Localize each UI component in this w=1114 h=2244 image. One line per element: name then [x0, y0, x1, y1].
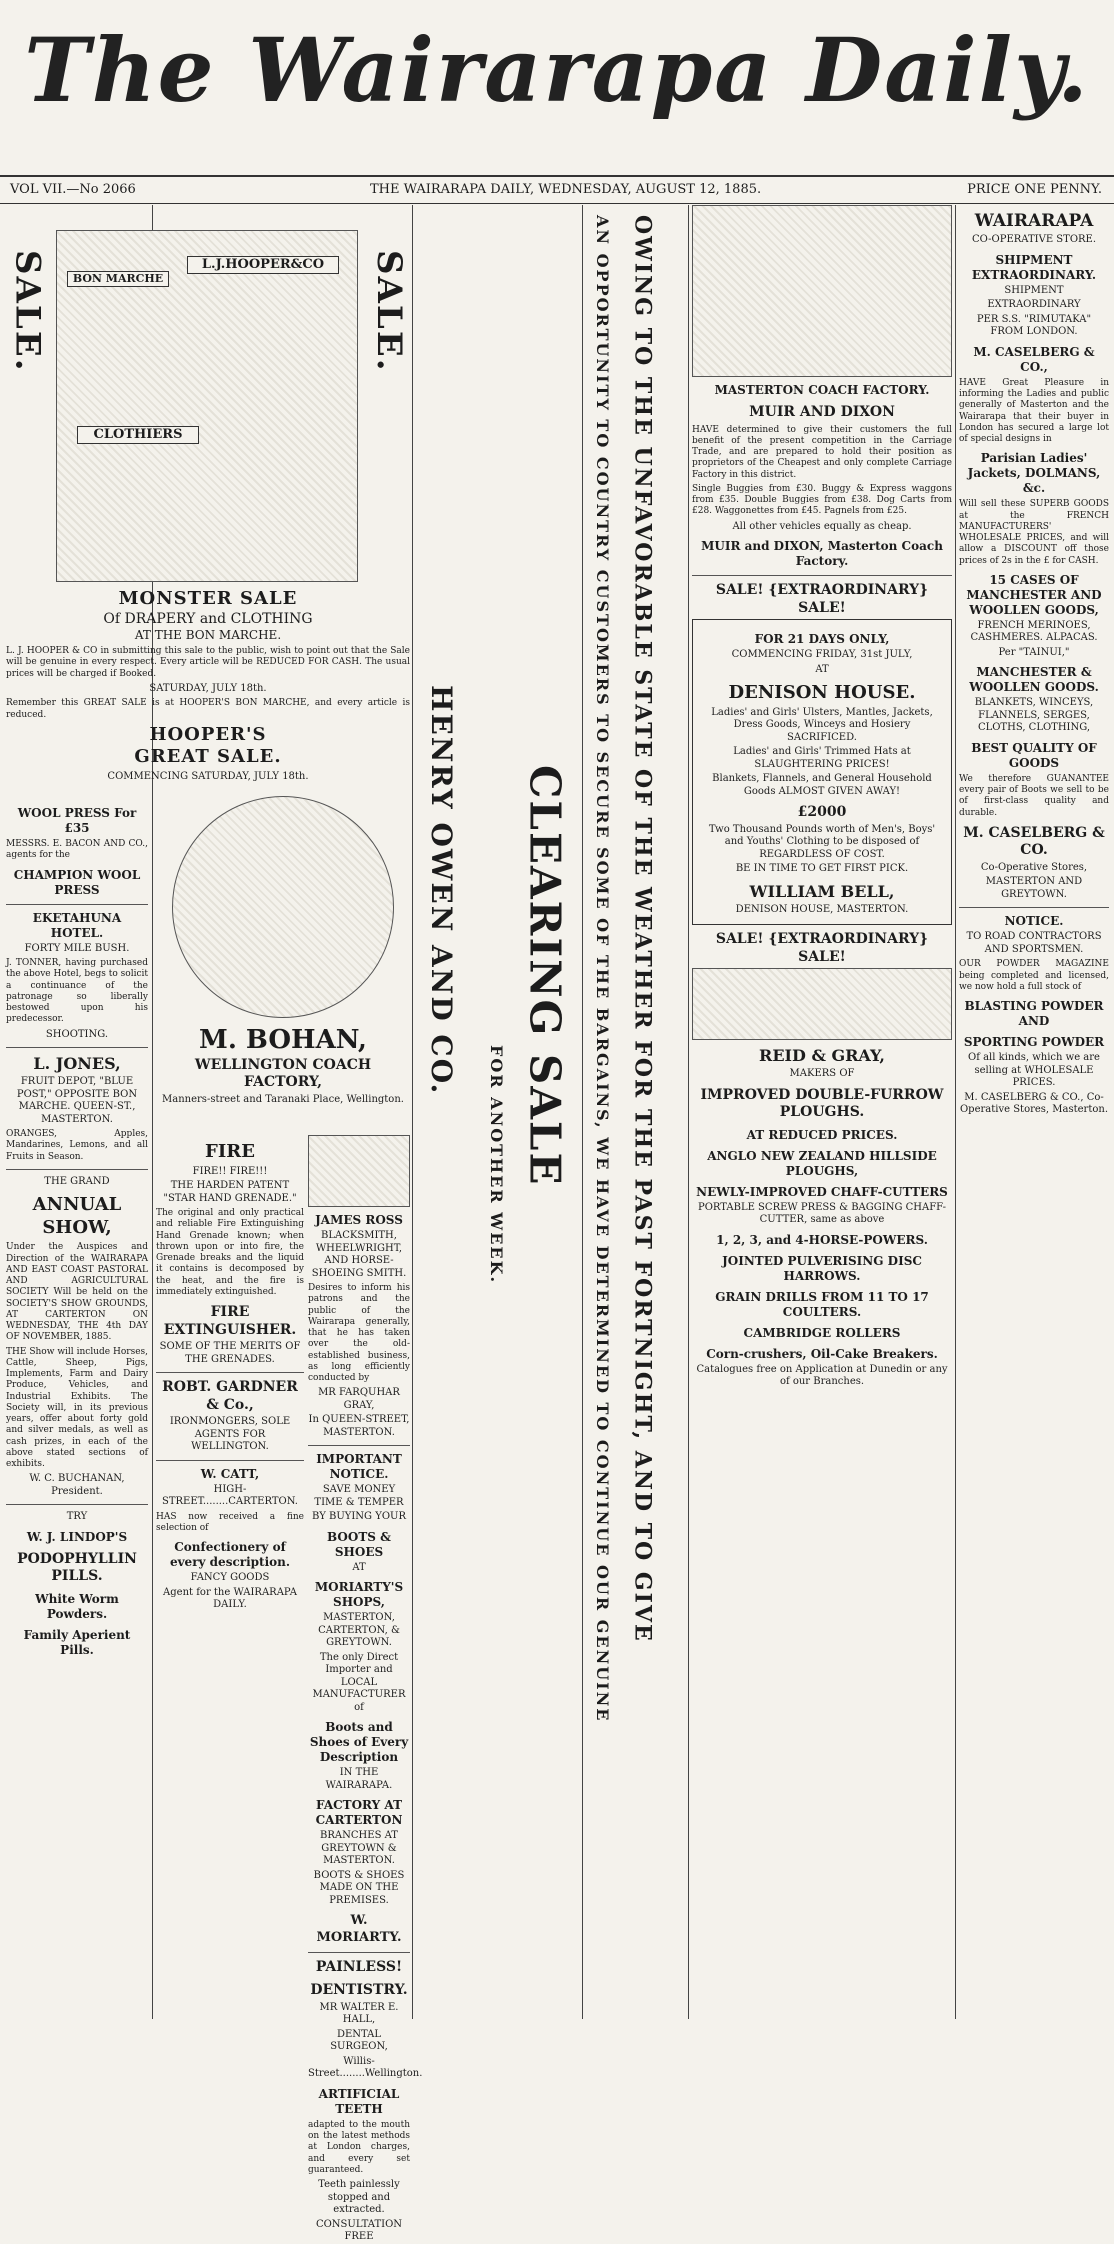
oranges-text: ORANGES, Apples, Mandarines, Lemons, and all Fruits in Season.: [6, 1129, 148, 1162]
ross-text: Desires to inform his patrons and the public of the Wairarapa generally, that he has taken over the old-established business, as long efficiently conducted by: [308, 1283, 410, 1383]
caselberg-text: HAVE Great Pleasure in informing the Ladies and public generally of Masterton and the Wairarapa that their buyer in London has secured a large lot of special designs in: [959, 377, 1109, 444]
chaff-cutters: NEWLY-IMPROVED CHAFF-CUTTERS: [696, 1184, 948, 1199]
cases-manchester: 15 CASES OF MANCHESTER AND WOOLLEN GOODS,: [966, 572, 1102, 617]
extraordinary-sale-banner-2: SALE! {EXTRAORDINARY} SALE!: [715, 931, 929, 965]
towns: MASTERTON, CARTERTON, & GREYTOWN.: [318, 1612, 400, 1649]
bohan-heading: M. BOHAN,: [199, 1025, 367, 1055]
powder-magazine: OUR POWDER MAGAZINE being completed and licensed, we now hold a full stock of: [959, 959, 1109, 992]
merits-heading: SOME OF THE MERITS OF THE GRENADES.: [159, 1341, 301, 1365]
artificial-teeth: ARTIFICIAL TEETH: [318, 2086, 400, 2116]
guarantee-text: We therefore GUANANTEE every pair of Boots we sell to be of first-class quality and durable.: [959, 773, 1109, 818]
wellington-heading: WELLINGTON COACH FACTORY,: [194, 1056, 372, 1090]
reduced-prices: AT REDUCED PRICES.: [746, 1127, 898, 1142]
portable-press: PORTABLE SCREW PRESS & BAGGING CHAFF-CUTTER, same as above: [697, 1201, 947, 1225]
ladies-ulsters: Ladies' and Girls' Ulsters, Mantles, Jackets, Dress Goods, Winceys and Hosiery SACRIFICED.: [711, 706, 933, 743]
double-furrow-heading: IMPROVED DOUBLE-FURROW PLOUGHS.: [700, 1086, 944, 1120]
plough-illustration: [692, 968, 952, 1040]
factory-carterton: FACTORY AT CARTERTON: [315, 1798, 403, 1828]
best-quality: BEST QUALITY OF GOODS: [971, 740, 1097, 770]
wairarapa-heading: WAIRARAPA: [974, 211, 1094, 231]
importer: The only Direct Importer and LOCAL MANUFACTURER of: [312, 1651, 406, 1713]
french-merinoes: FRENCH MERINOES, CASHMERES. ALPACAS.: [970, 619, 1098, 644]
catt-text: HAS now received a fine selection of: [156, 1511, 304, 1533]
bacon-text: MESSRS. E. BACON AND CO., agents for the: [6, 839, 148, 861]
extraordinary-sale-banner: SALE! {EXTRAORDINARY} SALE!: [715, 582, 929, 616]
caselberg-sign: M. CASELBERG & CO., Co-Operative Stores, Masterton.: [959, 1091, 1108, 1115]
column-7: [959, 205, 1109, 2019]
parisian-jackets: Parisian Ladies' Jackets, DOLMANS, &c.: [967, 451, 1101, 496]
for-another-week: FOR ANOTHER WEEK.: [487, 1045, 506, 1285]
commencing-date: COMMENCING SATURDAY, JULY 18th.: [107, 770, 309, 782]
blankets-list: BLANKETS, WINCEYS, FLANNELS, SERGES, CLOTHS, CLOTHING,: [974, 697, 1094, 734]
show-body: THE Show will include Horses, Cattle, Sheep, Pigs, Implements, Farm and Dairy Produce, Vehicles, and Industrial Exhibits. The Society will, in its previous years, offer about forty gold and silver medals, as well as cash prizes, in each of the above stated sections of exhibits.: [6, 1346, 148, 1469]
shipment-label: SHIPMENT: [1004, 284, 1064, 296]
first-pick: BE IN TIME TO GET FIRST PICK.: [735, 863, 909, 874]
trimmed-hats: Ladies' and Girls' Trimmed Hats at SLAUGHTERING PRICES!: [733, 746, 911, 770]
at-label: AT: [352, 1561, 366, 1573]
corn-crushers: Corn-crushers, Oil-Cake Breakers.: [706, 1346, 938, 1361]
ross-heading: JAMES ROSS: [315, 1213, 403, 1227]
per-rimutaka: PER S.S. "RIMUTAKA" FROM LONDON.: [976, 313, 1092, 338]
disc-harrows: JOINTED PULVERISING DISC HARROWS.: [722, 1253, 922, 1283]
sale-date: SATURDAY, JULY 18th.: [149, 682, 267, 694]
henry-owen-ad: [414, 205, 580, 2019]
farquhar-gray: MR FARQUHAR GRAY,: [318, 1387, 400, 1411]
at-bon-marche: AT THE BON MARCHE.: [134, 628, 282, 642]
by-buying: BY BUYING YOUR: [312, 1511, 406, 1523]
buchanan-signature: W. C. BUCHANAN, President.: [29, 1473, 125, 1497]
masthead: [0, 0, 1114, 170]
carriage-illustration: [172, 796, 394, 1018]
manners-street: Manners-street and Taranaki Place, Wellington.: [162, 1093, 404, 1105]
column-rule: [955, 205, 956, 2019]
catt-heading: W. CATT,: [200, 1466, 260, 1481]
denison-box: [692, 619, 952, 925]
column-rule: [582, 205, 583, 2019]
coach-illustration: [692, 205, 952, 377]
blasting-powder: BLASTING POWDER AND: [964, 999, 1104, 1028]
owing-line: OWING TO THE UNFAVORABLE STATE OF THE WEATHER FOR THE PAST FORTNIGHT, AND TO GIVE: [629, 215, 656, 1643]
hoopers-heading: HOOPER'S: [149, 723, 267, 745]
hooper-intro: L. J. HOOPER & CO in submitting this sale to the public, wish to point out that the Sale will be genuine in every respect. Every article will be REDUCED FOR CASH. The usual prices will be charged if Booked.: [6, 646, 410, 679]
clearing-sale-heading: CLEARING SALE: [520, 765, 570, 1187]
column-rule: [412, 205, 413, 2019]
sporting-powder: SPORTING POWDER: [963, 1035, 1105, 1049]
notice-heading: NOTICE.: [1004, 914, 1064, 929]
catalogues: Catalogues free on Application at Dunedin or any of our Branches.: [696, 1363, 948, 1387]
champion-heading: CHAMPION WOOL PRESS: [13, 867, 141, 897]
road-contractors: TO ROAD CONTRACTORS AND SPORTSMEN.: [966, 931, 1102, 955]
dental-surgeon: DENTAL SURGEON,: [330, 2028, 388, 2053]
branches: BRANCHES AT GREYTOWN & MASTERTON.: [320, 1830, 398, 1867]
family-pills: Family Aperient Pills.: [23, 1627, 131, 1657]
moriarty-shops: MORIARTY'S SHOPS,: [314, 1580, 404, 1610]
dateline: [0, 175, 1114, 204]
wholesale-prices: Of all kinds, which we are selling at WHOLESALE PRICES.: [968, 1052, 1100, 1088]
worm-powders: White Worm Powders.: [35, 1591, 119, 1621]
days-only: FOR 21 DAYS ONLY,: [754, 632, 890, 646]
bohan-ad: [156, 790, 410, 1130]
shooting-heading: SHOOTING.: [45, 1028, 109, 1040]
shop-illustration: [56, 230, 358, 582]
extinguisher-heading: FIRE EXTINGUISHER.: [163, 1304, 297, 1338]
shipment-extraordinary: SHIPMENT EXTRAORDINARY.: [971, 252, 1097, 282]
manchester-woollen: MANCHESTER & WOOLLEN GOODS.: [969, 665, 1099, 695]
opportunity-line: AN OPPORTUNITY TO COUNTRY CUSTOMERS TO SECURE SOME OF THE BARGAINS, WE HAVE DETERMINED TO CONTINUE OUR GENUINE: [593, 215, 612, 1723]
extraordinary-label: EXTRAORDINARY: [987, 299, 1081, 311]
blacksmith-label: BLACKSMITH, WHEELWRIGHT, AND HORSE-SHOEING SMITH.: [311, 1230, 407, 1279]
owing-banner: [584, 205, 686, 2019]
masterton-greytown: MASTERTON AND GREYTOWN.: [985, 876, 1083, 900]
ljones-heading: L. JONES,: [33, 1054, 121, 1073]
made-on-premises: BOOTS & SHOES MADE ON THE PREMISES.: [313, 1869, 405, 1906]
sale-vertical-right: SALE.: [369, 250, 409, 373]
willis-street: Willis-Street........Wellington.: [308, 2055, 423, 2080]
column-6: [692, 205, 952, 2019]
boots-every-description: Boots and Shoes of Every Description: [309, 1720, 409, 1765]
william-bell: WILLIAM BELL,: [749, 881, 895, 901]
confectionery-heading: Confectionery of every description.: [169, 1540, 291, 1569]
caselberg-signature: M. CASELBERG & CO.: [963, 824, 1105, 859]
important-notice: IMPORTANT NOTICE.: [316, 1452, 402, 1482]
gardner-heading: ROBT. GARDNER & Co.,: [162, 1379, 298, 1413]
fire-text: The original and only practical and reliable Fire Extinguishing Hand Grenade known; when thrown upon or into fire, the Grenade breaks and the liquid it contains is decomposed by the heat, and the fire is immediately extinguished.: [156, 1208, 304, 1297]
save-money: SAVE MONEY TIME & TEMPER: [314, 1484, 404, 1508]
teeth-extracted: Teeth painlessly stopped and extracted.: [318, 2179, 400, 2215]
clothiers-sign: CLOTHIERS: [77, 426, 199, 444]
daily-agent: Agent for the WAIRARAPA DAILY.: [163, 1586, 297, 1610]
monster-sale-heading: MONSTER SALE: [118, 588, 298, 609]
annual-show-heading: ANNUAL SHOW,: [32, 1194, 122, 1238]
harden-grenade: THE HARDEN PATENT "STAR HAND GRENADE.": [163, 1180, 297, 1204]
two-thousand: £2000: [797, 804, 847, 820]
grand-label: THE GRAND: [44, 1175, 110, 1187]
forty-mile: FORTY MILE BUSH.: [24, 942, 130, 954]
sale-vertical-left: SALE.: [7, 250, 48, 373]
horse-powers: 1, 2, 3, and 4-HORSE-POWERS.: [716, 1232, 928, 1247]
drapery-heading: Of DRAPERY and CLOTHING: [103, 610, 313, 627]
blankets: Blankets, Flannels, and General Household Goods ALMOST GIVEN AWAY!: [712, 773, 932, 797]
hooper-ad: [6, 210, 410, 782]
show-details: Under the Auspices and Direction of the WAIRARAPA AND EAST COAST PASTORAL AND AGRICULTURAL SOCIETY Will be held on the SOCIETY'S SHOW GROUNDS, AT CARTERTON ON WEDNESDAY, THE 4th DAY OF NOVEMBER, 1885.: [6, 1242, 148, 1343]
consultation-free: CONSULTATION FREE: [315, 2218, 403, 2242]
issue-date: THE WAIRARAPA DAILY, WEDNESDAY, AUGUST 12, 1885.: [370, 182, 762, 197]
makers-of: MAKERS OF: [789, 1068, 855, 1079]
fancy-goods: FANCY GOODS: [190, 1572, 270, 1583]
column-2: [156, 1135, 304, 2019]
grain-drills: GRAIN DRILLS FROM 11 TO 17 COULTERS.: [715, 1289, 929, 1319]
great-sale-heading: GREAT SALE.: [134, 746, 282, 768]
muir-signature: MUIR and DIXON, Masterton Coach Factory.: [701, 539, 943, 568]
fruit-depot: FRUIT DEPOT, "BLUE POST," OPPOSITE BON MARCHE. QUEEN-ST., MASTERTON.: [16, 1076, 138, 1125]
blacksmith-illustration: [308, 1135, 410, 1207]
podophyllin-heading: PODOPHYLLIN PILLS.: [17, 1550, 137, 1585]
henry-owen-heading: HENRY OWEN AND CO.: [425, 685, 458, 1096]
boots-shoes: BOOTS & SHOES: [327, 1529, 391, 1559]
eketahuna-heading: EKETAHUNA HOTEL.: [32, 910, 122, 940]
masterton-coach-heading: MASTERTON COACH FACTORY.: [714, 383, 930, 397]
superb-goods: Will sell these SUPERB GOODS at the FRENCH MANUFACTURERS' WHOLESALE PRICES, and will allow a DISCOUNT off those prices of 2s in the £ for CASH.: [959, 499, 1109, 566]
try-label: TRY: [66, 1511, 88, 1523]
at-label: AT: [815, 663, 829, 675]
fire-subheading: FIRE!! FIRE!!!: [192, 1165, 268, 1177]
fire-heading: FIRE: [205, 1141, 255, 1162]
cambridge-rollers: CAMBRIDGE ROLLERS: [743, 1325, 901, 1340]
denison-masterton: DENISON HOUSE, MASTERTON.: [735, 903, 909, 915]
per-tainui: Per "TAINUI,": [998, 646, 1070, 658]
hooper-remember: Remember this GREAT SALE is at HOOPER'S BON MARCHE, and every article is reduced.: [6, 698, 410, 720]
painless-heading: PAINLESS!: [315, 1958, 403, 1975]
wool-press-heading: WOOL PRESS For £35: [17, 806, 137, 835]
ironmongers: IRONMONGERS, SOLE AGENTS FOR WELLINGTON.: [169, 1416, 291, 1452]
queen-street: In QUEEN-STREET, MASTERTON.: [308, 1414, 410, 1438]
in-wairarapa: IN THE WAIRARAPA.: [325, 1767, 393, 1791]
hall-name: MR WALTER E. HALL,: [319, 2001, 399, 2026]
muir-text: HAVE determined to give their customers the full benefit of the present competition in the Carriage Trade, and are prepared to hold their position as proprietors of the Cheapest and only complete Carriage Factory in this district.: [692, 424, 952, 480]
lindop-heading: W. J. LINDOP'S: [26, 1529, 128, 1544]
catt-address: HIGH-STREET........CARTERTON.: [162, 1483, 298, 1507]
anglo-ploughs: ANGLO NEW ZEALAND HILLSIDE PLOUGHS,: [707, 1148, 937, 1178]
bon-marche-sign: BON MARCHE: [67, 271, 169, 287]
muir-prices: Single Buggies from £30. Buggy & Express waggons from £35. Double Buggies from £38. Dog Carts from £28. Waggonettes from £45. Pagnels from £25.: [692, 483, 952, 517]
tonner-text: J. TONNER, having purchased the above Hotel, begs to solicit a continuance of the patronage so liberally bestowed upon his predecessor.: [6, 958, 148, 1025]
column-rule: [688, 205, 689, 2019]
price: PRICE ONE PENNY.: [967, 182, 1102, 197]
shop-sign: L.J.HOOPER&CO: [187, 256, 339, 274]
teeth-text: adapted to the mouth on the latest methods at London charges, and every set guaranteed.: [308, 2119, 410, 2175]
masthead-title: The Wairarapa Daily.: [24, 18, 1090, 122]
coop-store: CO-OPERATIVE STORE.: [971, 234, 1097, 246]
caselberg-heading: M. CASELBERG & CO.,: [973, 344, 1095, 374]
clothing-text: Two Thousand Pounds worth of Men's, Boys' and Youths' Clothing to be disposed of REGARDLESS OF COST.: [708, 823, 936, 860]
column-1: [6, 800, 148, 2019]
commencing-friday: COMMENCING FRIDAY, 31st JULY,: [731, 649, 913, 660]
reid-gray-heading: REID & GRAY,: [759, 1046, 885, 1065]
volume-number: VOL VII.—No 2066: [10, 182, 136, 197]
column-3: [308, 1135, 423, 2242]
muir-dixon-heading: MUIR AND DIXON: [749, 404, 895, 420]
other-vehicles: All other vehicles equally as cheap.: [732, 520, 912, 532]
coop-stores: Co-Operative Stores,: [980, 861, 1088, 873]
denison-heading: DENISON HOUSE.: [728, 682, 916, 703]
moriarty-signature: W. MORIARTY.: [316, 1913, 402, 1945]
dentistry-heading: DENTISTRY.: [310, 1982, 408, 1999]
